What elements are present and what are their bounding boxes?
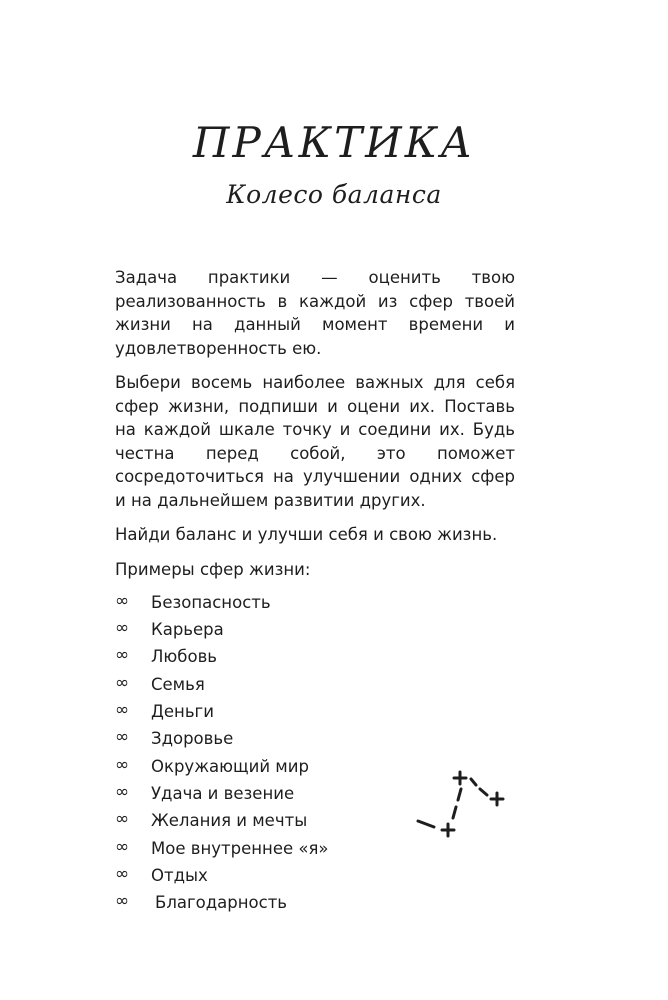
list-item-label: Отдых [151,865,208,885]
list-item [115,644,515,671]
list-item-label: Безопасность [151,592,271,612]
list-item [115,725,515,752]
list-item-label: Здоровье [151,729,234,749]
list-item-label: Мое внутреннее «я» [151,838,329,858]
constellation-icon [412,770,514,842]
infinity-bullet-icon: ∞ [115,781,130,802]
infinity-bullet-icon: ∞ [115,700,130,721]
infinity-bullet-icon: ∞ [115,836,130,857]
list-item-label: Любовь [151,647,218,667]
list-item-label: Удача и везение [151,783,295,803]
list-item [115,889,515,916]
infinity-bullet-icon: ∞ [115,590,130,611]
list-item [115,589,515,616]
list-item-label: Благодарность [155,893,288,913]
paragraph-task: Задача практики — оценить твою реализованность в каждой из сфер твоей жизни на данный момент времени и удовлетворенность ею. [115,268,515,358]
list-item-label: Семья [151,674,205,694]
infinity-bullet-icon: ∞ [115,754,130,775]
list-item-label: Деньги [151,702,214,722]
list-item-label: Желания и мечты [151,811,308,831]
list-item [115,671,515,698]
life-spheres-list [115,589,515,917]
infinity-bullet-icon: ∞ [115,618,130,639]
infinity-bullet-icon: ∞ [115,809,130,830]
list-intro: Примеры сфер жизни: [115,559,311,579]
list-item-label: Карьера [151,620,224,640]
infinity-bullet-icon: ∞ [115,672,130,693]
list-item [115,616,515,643]
infinity-bullet-icon: ∞ [115,863,130,884]
page-title: ПРАКТИКА [192,118,476,167]
infinity-bullet-icon: ∞ [115,645,130,666]
list-item-label: Окружающий мир [151,756,309,776]
infinity-bullet-icon: ∞ [115,891,130,912]
paragraph-instructions: Выбери восемь наиболее важных для себя сфер жизни, подпиши и оцени их. Поставь на каждой шкале точку и соедини их. Будь честна перед собой, это поможет сосредоточиться на улучшении одних сфер и на дальнейшем развитии других. [115,373,515,510]
page-subtitle: Колесо баланса [226,180,442,209]
infinity-bullet-icon: ∞ [115,727,130,748]
list-item [115,862,515,889]
paragraph-balance: Найди баланс и улучши себя и свою жизнь. [115,525,498,544]
list-item [115,698,515,725]
